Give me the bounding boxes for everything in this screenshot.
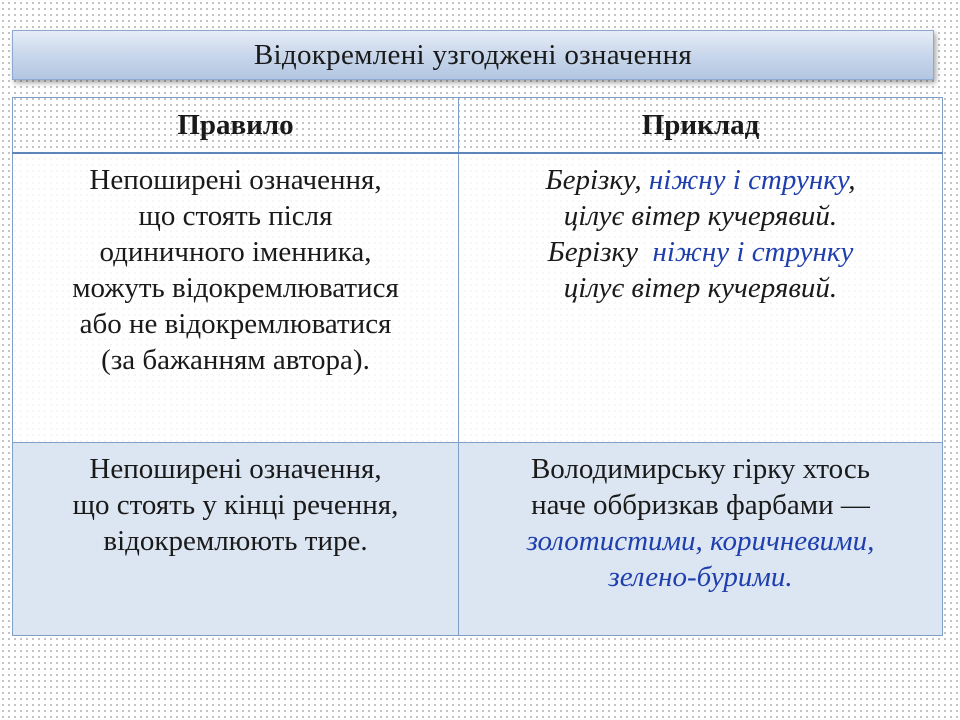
table-row [13,153,943,443]
slide-title: Відокремлені узгоджені означення [253,38,693,71]
rules-table [12,97,943,636]
header-example: Приклад [459,98,943,154]
header-rule: Правило [13,98,459,154]
rule-text-line: Непоширені означення, [89,164,382,196]
rule-text-line: Непоширені означення, [89,453,382,485]
rule-text-line: або не відокремлюватися [79,308,392,340]
example-line: цілує вітер кучерявий. [563,272,838,304]
example-line: цілує вітер кучерявий. [563,200,838,232]
example-line [467,162,934,198]
example-text: Берізку, [545,164,649,196]
example-highlight: зелено-бурими. [608,561,793,593]
example-text: , [848,164,856,196]
example-line: Володимирську гірку хтось [530,453,871,485]
rule-text-line: одиничного іменника, [99,236,372,268]
example-highlight: ніжну і струнку [652,236,854,268]
slide-title-bar [12,30,934,80]
rule-cell [13,153,459,443]
example-line [467,234,934,270]
example-line: наче оббризкав фарбами — [531,489,870,521]
table-row [13,443,943,636]
example-cell [459,153,943,443]
rule-text-line: що стоять після [138,200,333,232]
rule-cell [13,443,459,636]
rule-text-line: відокремлюють тире. [103,525,368,557]
example-text: Берізку [547,236,653,268]
table-header-row [13,98,943,154]
example-cell [459,443,943,636]
rule-text-line: що стоять у кінці речення, [72,489,399,521]
example-highlight: ніжну і струнку [648,164,849,196]
example-highlight: золотистими, коричневими, [526,525,875,557]
rule-text-line: (за бажанням автора). [101,344,370,376]
rule-text-line: можуть відокремлюватися [72,272,399,304]
